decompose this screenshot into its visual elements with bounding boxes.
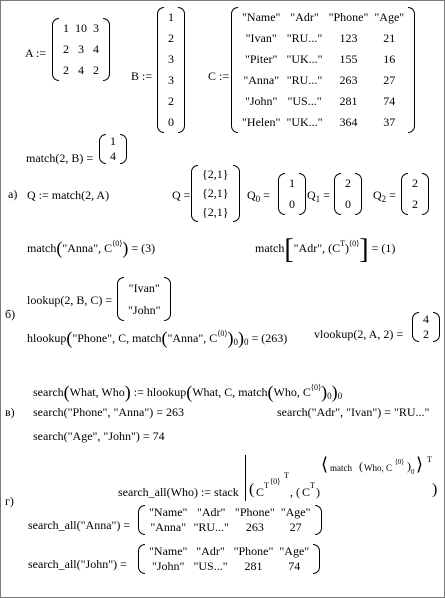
lookup-expr[interactable]: lookup(2, B, C) = (27, 293, 113, 307)
vlookup-expr[interactable]: vlookup(2, A, 2) = (314, 327, 404, 341)
matrix-row (199, 165, 232, 184)
matrix-row (125, 299, 163, 321)
matrix-row (239, 70, 407, 91)
matrix-row (146, 520, 314, 535)
matrix-cell: "RU..." (193, 520, 229, 534)
matrix-row (199, 203, 232, 222)
matrix-cell: "Age" (279, 544, 310, 558)
matrix-cell: 10 (75, 21, 87, 35)
matrix-cell: 2 (423, 327, 429, 341)
matrix-row (60, 39, 102, 60)
matrix-cell: 281 (339, 94, 358, 108)
search-all-anna-result (138, 505, 322, 535)
matrix-row (239, 49, 407, 70)
matrix-b[interactable] (157, 7, 185, 133)
matrix-cell: 1 (63, 21, 69, 35)
q0-result (278, 173, 306, 215)
matrix-row (60, 60, 102, 81)
matrix-row (409, 173, 421, 194)
matrix-row (146, 544, 312, 559)
q1-label[interactable]: $Q_1$ = (307, 188, 330, 204)
matrix-cell: "Age" (374, 10, 405, 24)
matrix-cell: 155 (339, 52, 358, 66)
matrix-cell: "Phone" (233, 544, 274, 558)
search-phone-anna[interactable]: search("Phone", "Anna") = 263 (33, 405, 184, 419)
matrix-cell: 2 (93, 63, 99, 77)
matrix-row (146, 505, 314, 520)
matrix-cell: 3 (93, 21, 99, 35)
mathcad-worksheet[interactable]: A := 1 10 3 2 3 4 2 4 2 B := 1 2 3 3 2 0 C := "Name" "Adr" "Phone" "Age" "Ivan" "RU..." 123 21 "Piter" "UK..." 155 16 "Anna" "RU..." 263 27 "John" "US..." 281 74 "Helen" "UK..." 364 37 match(2, B) = 1 4 а) Q := match(2, A) Q = {2,1} {2,1} {2,1} $Q_0$ = 1 0 $Q_1$ = 2 0 $Q_2$ = 2 2 match("Anna", $C^{⟨0⟩}) = (3)$ match["Adr", $(C^T)^{⟨0⟩}] = (1)$ б) lookup(2, B, C) = "Ivan" "John" hlookup("Phone", C, match("Anna", $C^{⟨0⟩})_0)_0 = (263)$ vlookup(2, A, 2) = 4 2 в) search(What, Who) := hlookup(What, C, match(Who, $C^{⟨0⟩})_0)_0$ search("Phone", "Anna") = 263 search("Adr", "Ivan") = "RU..." search("Age", "John") = 74 г) search_all(Who) := stack ( C T ⟨0⟩ T , ( C T ) ⟨ match ( Who, C ⟨0⟩ ) 0 ⟩ T ) search_all("Anna") = "Name" "Adr" "Phone" "Age" "Anna" "RU..." 263 27 search_all("John") = "Name" "Adr" "Phone" "Age" "John" "US..." 281 74 (0, 0, 445, 598)
matrix-row (239, 7, 407, 28)
matrix-cell: 4 (78, 63, 84, 77)
lookup-result (117, 277, 171, 321)
matrix-cell: 1 (168, 10, 174, 24)
matrix-row (165, 70, 177, 91)
matrix-cell: 263 (339, 73, 358, 87)
def-c-label: C := (208, 69, 230, 83)
matrix-cell: 37 (383, 115, 396, 129)
search-all-anna-expr[interactable]: search_all("Anna") = (28, 518, 131, 532)
matrix-cell: "US..." (287, 94, 322, 108)
matrix-cell: 16 (383, 52, 396, 66)
def-b-label: B := (131, 69, 153, 83)
matrix-row (107, 149, 119, 164)
search-def[interactable]: search(What, Who) := hlookup(What, C, match(Who, $C^{⟨0⟩})_0)_0$ (33, 382, 343, 402)
matrix-cell: 2 (412, 197, 418, 211)
matrix-cell: 74 (288, 559, 301, 573)
matrix-cell: "Helen" (242, 115, 281, 129)
matrix-cell: "Name" (149, 544, 188, 558)
matrix-cell: 3 (78, 42, 84, 56)
matrix-cell: 123 (339, 31, 358, 45)
matrix-a[interactable] (52, 18, 110, 81)
matrix-cell: 4 (423, 312, 429, 326)
matrix-cell: "Ivan" (245, 31, 277, 45)
q2-result (401, 173, 429, 215)
matrix-row (342, 173, 354, 194)
match-b-expr[interactable]: match(2, B) = (26, 151, 94, 165)
match-b-result (99, 134, 127, 164)
matrix-cell: {2,1} (202, 205, 229, 219)
matrix-row (286, 194, 298, 215)
matrix-cell: "John" (244, 94, 278, 108)
matrix-cell: 263 (245, 520, 264, 534)
matrix-cell: 2 (63, 42, 69, 56)
matrix-row (60, 18, 102, 39)
matrix-cell: "RU..." (286, 31, 323, 45)
q0-label[interactable]: $Q_0$ = (247, 188, 270, 204)
matrix-cell: 0 (345, 197, 351, 211)
matrix-cell: 2 (412, 176, 418, 190)
section-v-marker: в) (5, 405, 15, 419)
section-g-marker: г) (5, 494, 14, 508)
matrix-cell: "US..." (193, 559, 228, 573)
matrix-cell: "Ivan" (128, 280, 160, 295)
matrix-cell: 2 (63, 63, 69, 77)
search-all-john-expr[interactable]: search_all("John") = (28, 557, 127, 571)
matrix-row (239, 91, 407, 112)
matrix-cell: "Adr" (196, 505, 226, 519)
matrix-cell: 21 (383, 31, 396, 45)
matrix-cell: 364 (339, 115, 358, 129)
matrix-cell: "Adr" (196, 544, 225, 558)
matrix-row (165, 7, 177, 28)
matrix-cell: "Piter" (244, 52, 278, 66)
matrix-c[interactable] (231, 7, 415, 133)
matrix-cell: "UK..." (286, 115, 323, 129)
section-a-marker: а) (8, 187, 18, 201)
matrix-row (239, 28, 407, 49)
matrix-cell: 2 (168, 94, 174, 108)
matrix-row (107, 134, 119, 149)
matrix-cell: 1 (289, 176, 295, 190)
q-label[interactable]: Q = (172, 188, 191, 202)
matrix-row (165, 112, 177, 133)
matrix-cell: 3 (168, 52, 174, 66)
q-result (191, 165, 240, 222)
matrix-cell: "John" (128, 302, 161, 317)
match-anna-expr[interactable]: match("Anna", $C^{⟨0⟩}) = (3)$ (27, 238, 156, 258)
matrix-row (286, 173, 298, 194)
matrix-row (125, 277, 163, 299)
matrix-cell: 0 (289, 197, 295, 211)
matrix-cell: 4 (93, 42, 99, 56)
matrix-cell: "John" (151, 559, 185, 573)
matrix-cell: "Phone" (234, 505, 275, 519)
matrix-row (239, 112, 407, 133)
def-a-label: A := (25, 46, 47, 60)
search-age-john[interactable]: search("Age", "John") = 74 (33, 429, 165, 443)
matrix-row (342, 194, 354, 215)
matrix-cell: "UK..." (286, 52, 323, 66)
section-b-marker: б) (5, 307, 16, 321)
matrix-cell: 27 (383, 73, 396, 87)
hlookup-expr[interactable]: hlookup("Phone", C, match("Anna", $C^{⟨0⟩})_0)_0 = (263)$ (27, 328, 288, 348)
q2-label[interactable]: $Q_2$ = (373, 188, 396, 204)
matrix-cell: 4 (110, 149, 116, 163)
matrix-cell: "Name" (149, 505, 188, 519)
matrix-cell: "RU..." (286, 73, 323, 87)
matrix-cell: 2 (168, 31, 174, 45)
matrix-row (165, 49, 177, 70)
matrix-cell: 1 (110, 134, 116, 148)
matrix-cell: {2,1} (202, 167, 229, 181)
matrix-row (165, 28, 177, 49)
search-adr-ivan[interactable]: search("Adr", "Ivan") = "RU..." (277, 405, 430, 419)
matrix-cell: 281 (244, 559, 263, 573)
matrix-cell: "Anna" (150, 520, 187, 534)
matrix-cell: 74 (383, 94, 396, 108)
matrix-cell: 27 (289, 520, 302, 534)
matrix-row (420, 312, 432, 327)
matrix-cell: "Age" (280, 505, 311, 519)
matrix-cell: 2 (345, 176, 351, 190)
match-adr-expr[interactable]: match["Adr", $(C^T)^{⟨0⟩}] = (1)$ (255, 234, 396, 265)
matrix-row (409, 194, 421, 215)
vlookup-result (412, 312, 440, 342)
matrix-row (420, 327, 432, 342)
search-all-john-result (138, 544, 320, 574)
matrix-cell: "Anna" (243, 73, 280, 87)
matrix-cell: "Name" (242, 10, 281, 24)
matrix-row (199, 184, 232, 203)
matrix-row (165, 91, 177, 112)
matrix-cell: {2,1} (202, 186, 229, 200)
q-assign[interactable]: Q := match(2, A) (27, 188, 110, 202)
matrix-row (146, 559, 312, 574)
q1-result (334, 173, 362, 215)
matrix-cell: "Phone" (328, 10, 369, 24)
matrix-cell: 3 (168, 73, 174, 87)
matrix-cell: "Adr" (290, 10, 319, 24)
matrix-cell: 0 (168, 115, 174, 129)
